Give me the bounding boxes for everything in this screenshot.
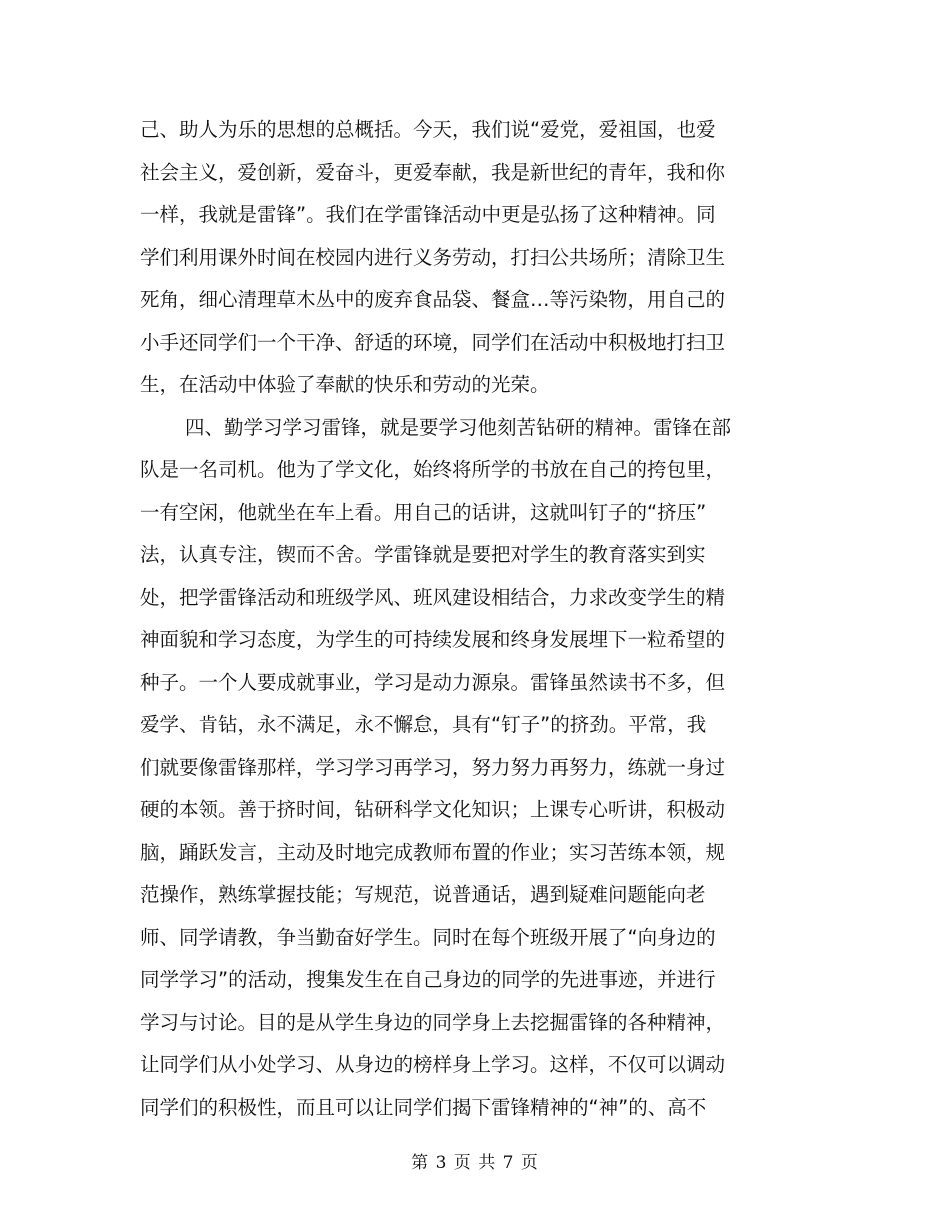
text-line: 爱学、肯钻，永不满足，永不懈怠，具有“钉子”的挤劲。平常，我 (140, 713, 707, 736)
text-line: 法，认真专注，锲而不舍。学雷锋就是要把对学生的教育落实到实 (140, 543, 706, 566)
body-text (140, 109, 760, 1129)
text-line: 一样，我就是雷锋”。我们在学雷锋活动中更是弘扬了这种精神。同 (140, 203, 716, 226)
paragraph-start-line: 四、勤学习学习雷锋，就是要学习他刻苦钻研的精神。雷锋在部 (185, 415, 732, 439)
text-line: 社会主义，爱创新，爱奋斗，更爱奉献，我是新世纪的青年，我和你 (140, 160, 726, 184)
text-line: 同学学习”的活动，搜集发生在自己身边的同学的先进事迹，并进行 (140, 968, 716, 991)
text-line: 师、同学请教，争当勤奋好学生。同时在每个班级开展了“向身边的 (140, 925, 716, 949)
text-line: 学习与讨论。目的是从学生身边的同学身上去挖掘雷锋的各种精神， (140, 1010, 726, 1034)
text-line: 己、助人为乐的思想的总概括。今天，我们说“爱党，爱祖国，也爱 (140, 118, 716, 141)
text-line: 硬的本领。善于挤时间，钻研科学文化知识；上课专心听讲，积极动 (140, 798, 726, 821)
text-line: 种子。一个人要成就事业，学习是动力源泉。雷锋虽然读书不多，但 (140, 670, 726, 694)
text-line: 们就要像雷锋那样，学习学习再学习，努力努力再努力，练就一身过 (140, 755, 726, 779)
text-line: 生，在活动中体验了奉献的快乐和劳动的光荣。 (140, 373, 550, 396)
text-line: 同学们的积极性，而且可以让同学们揭下雷锋精神的“神”的、高不 (140, 1095, 707, 1119)
text-line: 小手还同学们一个干净、舒适的环境，同学们在活动中积极地打扫卫 (140, 330, 726, 354)
text-line: 一有空闲，他就坐在车上看。用自己的话讲，这就叫钉子的“挤压” (140, 500, 707, 524)
text-line: 神面貌和学习态度，为学生的可持续发展和终身发展埋下一粒希望的 (140, 628, 726, 651)
text-line: 处，把学雷锋活动和班级学风、班风建设相结合，力求改变学生的精 (140, 585, 726, 609)
text-line: 让同学们从小处学习、从身边的榜样身上学习。这样，不仅可以调动 (140, 1053, 726, 1076)
text-line: 队是一名司机。他为了学文化，始终将所学的书放在自己的挎包里， (140, 458, 726, 481)
text-line: 学们利用课外时间在校园内进行义务劳动，打扫公共场所；清除卫生 (140, 245, 726, 269)
text-line: 脑，踊跃发言，主动及时地完成教师布置的作业；实习苦练本领，规 (140, 840, 726, 864)
page-number-footer: 第 3 页 共 7 页 (411, 1153, 539, 1173)
text-line: 死角，细心清理草木丛中的废弃食品袋、餐盒…等污染物，用自己的 (140, 288, 726, 311)
text-line: 范操作，熟练掌握技能；写规范，说普通话，遇到疑难问题能向老 (140, 883, 706, 906)
